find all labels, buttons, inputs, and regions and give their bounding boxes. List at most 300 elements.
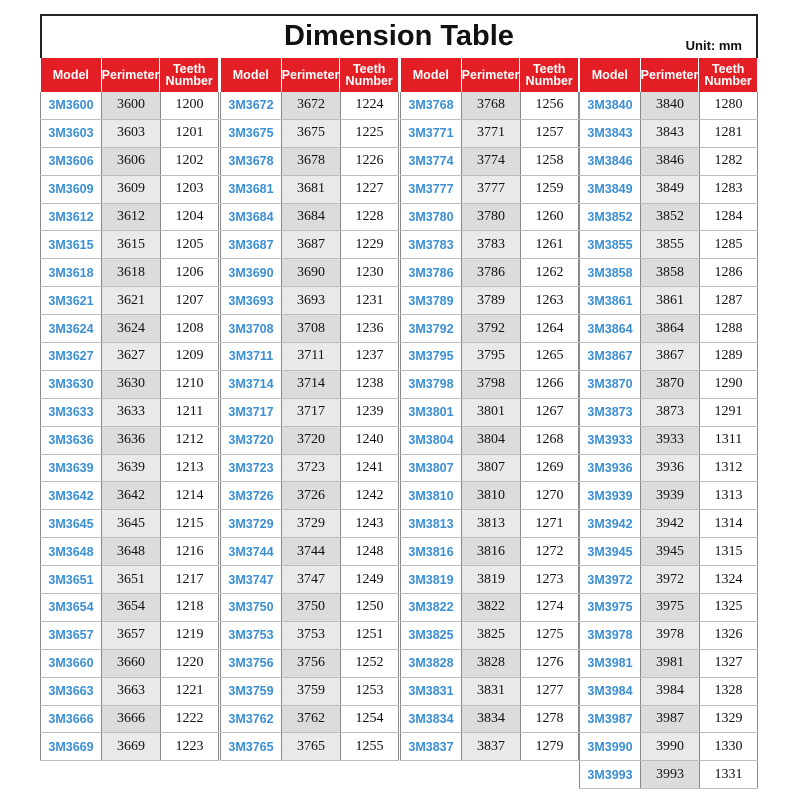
teeth-number-cell: 1216 <box>160 538 219 565</box>
table-row <box>40 706 219 734</box>
perimeter-cell: 3804 <box>461 427 520 454</box>
teeth-number-cell: 1262 <box>520 259 579 286</box>
teeth-number-cell: 1203 <box>160 176 219 203</box>
model-cell: 3M3717 <box>220 399 281 426</box>
teeth-number-cell: 1200 <box>160 92 219 119</box>
teeth-number-cell: 1210 <box>160 371 219 398</box>
perimeter-cell: 3942 <box>640 510 699 537</box>
model-cell: 3M3750 <box>220 594 281 621</box>
model-cell: 3M3870 <box>579 371 640 398</box>
model-cell: 3M3852 <box>579 204 640 231</box>
model-cell: 3M3756 <box>220 650 281 677</box>
model-cell: 3M3615 <box>40 231 101 258</box>
perimeter-cell: 3978 <box>640 622 699 649</box>
table-row <box>40 120 219 148</box>
table-row <box>220 678 399 706</box>
teeth-number-cell: 1213 <box>160 455 219 482</box>
teeth-number-cell: 1258 <box>520 148 579 175</box>
perimeter-cell: 3939 <box>640 482 699 509</box>
perimeter-cell: 3744 <box>281 538 340 565</box>
model-cell: 3M3684 <box>220 204 281 231</box>
model-cell: 3M3606 <box>40 148 101 175</box>
teeth-number-cell: 1242 <box>340 482 399 509</box>
perimeter-cell: 3687 <box>281 231 340 258</box>
header-perimeter: Perimeter <box>461 58 520 92</box>
perimeter-cell: 3747 <box>281 566 340 593</box>
teeth-number-cell: 1269 <box>520 455 579 482</box>
perimeter-cell: 3771 <box>461 120 520 147</box>
model-cell: 3M3786 <box>400 259 461 286</box>
table-row <box>220 399 399 427</box>
model-cell: 3M3837 <box>400 733 461 760</box>
model-cell: 3M3762 <box>220 706 281 733</box>
teeth-number-cell: 1217 <box>160 566 219 593</box>
table-row <box>579 455 758 483</box>
perimeter-cell: 3606 <box>101 148 160 175</box>
table-header <box>579 58 758 92</box>
table-row <box>40 371 219 399</box>
teeth-number-cell: 1255 <box>340 733 399 760</box>
teeth-number-cell: 1226 <box>340 148 399 175</box>
teeth-number-cell: 1201 <box>160 120 219 147</box>
teeth-number-cell: 1268 <box>520 427 579 454</box>
model-cell: 3M3675 <box>220 120 281 147</box>
model-cell: 3M3813 <box>400 510 461 537</box>
table-row <box>400 594 579 622</box>
perimeter-cell: 3822 <box>461 594 520 621</box>
teeth-number-cell: 1287 <box>699 287 758 314</box>
table-row <box>220 204 399 232</box>
perimeter-cell: 3624 <box>101 315 160 342</box>
model-cell: 3M3663 <box>40 678 101 705</box>
perimeter-cell: 3762 <box>281 706 340 733</box>
teeth-number-cell: 1252 <box>340 650 399 677</box>
perimeter-cell: 3636 <box>101 427 160 454</box>
teeth-number-cell: 1281 <box>699 120 758 147</box>
perimeter-cell: 3684 <box>281 204 340 231</box>
table-row <box>579 92 758 120</box>
teeth-number-cell: 1229 <box>340 231 399 258</box>
model-cell: 3M3633 <box>40 399 101 426</box>
model-cell: 3M3639 <box>40 455 101 482</box>
table-row <box>579 594 758 622</box>
model-cell: 3M3945 <box>579 538 640 565</box>
perimeter-cell: 3750 <box>281 594 340 621</box>
model-cell: 3M3651 <box>40 566 101 593</box>
table-row <box>40 510 219 538</box>
model-cell: 3M3600 <box>40 92 101 119</box>
model-cell: 3M3714 <box>220 371 281 398</box>
teeth-number-cell: 1275 <box>520 622 579 649</box>
table-row <box>40 594 219 622</box>
teeth-number-cell: 1330 <box>699 733 758 760</box>
perimeter-cell: 3681 <box>281 176 340 203</box>
perimeter-cell: 3792 <box>461 315 520 342</box>
perimeter-cell: 3693 <box>281 287 340 314</box>
table-row <box>579 706 758 734</box>
teeth-number-cell: 1220 <box>160 650 219 677</box>
perimeter-cell: 3873 <box>640 399 699 426</box>
model-cell: 3M3873 <box>579 399 640 426</box>
model-cell: 3M3678 <box>220 148 281 175</box>
model-cell: 3M3984 <box>579 678 640 705</box>
teeth-number-cell: 1260 <box>520 204 579 231</box>
perimeter-cell: 3936 <box>640 455 699 482</box>
teeth-number-cell: 1230 <box>340 259 399 286</box>
model-cell: 3M3708 <box>220 315 281 342</box>
teeth-number-cell: 1222 <box>160 706 219 733</box>
table-row <box>400 92 579 120</box>
table-row <box>220 455 399 483</box>
table-row <box>400 455 579 483</box>
teeth-number-cell: 1224 <box>340 92 399 119</box>
model-cell: 3M3759 <box>220 678 281 705</box>
perimeter-cell: 3765 <box>281 733 340 760</box>
table-row <box>40 259 219 287</box>
teeth-number-cell: 1263 <box>520 287 579 314</box>
perimeter-cell: 3837 <box>461 733 520 760</box>
model-cell: 3M3831 <box>400 678 461 705</box>
table-row <box>579 343 758 371</box>
perimeter-cell: 3657 <box>101 622 160 649</box>
perimeter-cell: 3975 <box>640 594 699 621</box>
teeth-number-cell: 1205 <box>160 231 219 258</box>
teeth-number-cell: 1261 <box>520 231 579 258</box>
teeth-number-cell: 1236 <box>340 315 399 342</box>
teeth-number-cell: 1276 <box>520 650 579 677</box>
model-cell: 3M3819 <box>400 566 461 593</box>
table-row <box>220 622 399 650</box>
perimeter-cell: 3600 <box>101 92 160 119</box>
model-cell: 3M3861 <box>579 287 640 314</box>
perimeter-cell: 3663 <box>101 678 160 705</box>
model-cell: 3M3975 <box>579 594 640 621</box>
unit-label: Unit: mm <box>685 38 742 53</box>
table-row <box>40 482 219 510</box>
teeth-number-cell: 1270 <box>520 482 579 509</box>
perimeter-cell: 3984 <box>640 678 699 705</box>
table-group-3 <box>400 58 579 761</box>
table-row <box>220 733 399 761</box>
teeth-number-cell: 1286 <box>699 259 758 286</box>
table-row <box>220 92 399 120</box>
title-bar <box>40 14 758 58</box>
header-perimeter: Perimeter <box>101 58 160 92</box>
teeth-number-cell: 1324 <box>699 566 758 593</box>
header-teeth-number: Teeth Number <box>519 58 578 92</box>
perimeter-cell: 3630 <box>101 371 160 398</box>
teeth-number-cell: 1202 <box>160 148 219 175</box>
teeth-number-cell: 1329 <box>699 706 758 733</box>
table-row <box>220 427 399 455</box>
model-cell: 3M3711 <box>220 343 281 370</box>
model-cell: 3M3849 <box>579 176 640 203</box>
perimeter-cell: 3675 <box>281 120 340 147</box>
perimeter-cell: 3654 <box>101 594 160 621</box>
header-teeth-number: Teeth Number <box>339 58 398 92</box>
model-cell: 3M3642 <box>40 482 101 509</box>
teeth-number-cell: 1280 <box>699 92 758 119</box>
table-row <box>220 510 399 538</box>
table-row <box>579 678 758 706</box>
model-cell: 3M3825 <box>400 622 461 649</box>
table-row <box>220 287 399 315</box>
table-row <box>40 92 219 120</box>
teeth-number-cell: 1282 <box>699 148 758 175</box>
model-cell: 3M3840 <box>579 92 640 119</box>
header-teeth-number: Teeth Number <box>698 58 757 92</box>
perimeter-cell: 3726 <box>281 482 340 509</box>
model-cell: 3M3747 <box>220 566 281 593</box>
teeth-number-cell: 1267 <box>520 399 579 426</box>
table-row <box>579 120 758 148</box>
model-cell: 3M3855 <box>579 231 640 258</box>
model-cell: 3M3987 <box>579 706 640 733</box>
perimeter-cell: 3825 <box>461 622 520 649</box>
teeth-number-cell: 1231 <box>340 287 399 314</box>
perimeter-cell: 3789 <box>461 287 520 314</box>
perimeter-cell: 3609 <box>101 176 160 203</box>
perimeter-cell: 3819 <box>461 566 520 593</box>
table-row <box>40 678 219 706</box>
perimeter-cell: 3774 <box>461 148 520 175</box>
model-cell: 3M3765 <box>220 733 281 760</box>
table-row <box>579 399 758 427</box>
perimeter-cell: 3627 <box>101 343 160 370</box>
model-cell: 3M3609 <box>40 176 101 203</box>
perimeter-cell: 3987 <box>640 706 699 733</box>
model-cell: 3M3792 <box>400 315 461 342</box>
model-cell: 3M3753 <box>220 622 281 649</box>
teeth-number-cell: 1273 <box>520 566 579 593</box>
perimeter-cell: 3816 <box>461 538 520 565</box>
perimeter-cell: 3945 <box>640 538 699 565</box>
perimeter-cell: 3783 <box>461 231 520 258</box>
table-row <box>40 538 219 566</box>
teeth-number-cell: 1264 <box>520 315 579 342</box>
teeth-number-cell: 1225 <box>340 120 399 147</box>
perimeter-cell: 3672 <box>281 92 340 119</box>
table-row <box>220 538 399 566</box>
teeth-number-cell: 1327 <box>699 650 758 677</box>
teeth-number-cell: 1212 <box>160 427 219 454</box>
model-cell: 3M3768 <box>400 92 461 119</box>
model-cell: 3M3693 <box>220 287 281 314</box>
perimeter-cell: 3708 <box>281 315 340 342</box>
teeth-number-cell: 1285 <box>699 231 758 258</box>
perimeter-cell: 3867 <box>640 343 699 370</box>
table-row <box>400 315 579 343</box>
table-row <box>40 733 219 761</box>
table-row <box>579 148 758 176</box>
table-row <box>400 482 579 510</box>
teeth-number-cell: 1219 <box>160 622 219 649</box>
table-row <box>40 343 219 371</box>
table-row <box>220 650 399 678</box>
table-header <box>40 58 219 92</box>
model-cell: 3M3681 <box>220 176 281 203</box>
teeth-number-cell: 1259 <box>520 176 579 203</box>
teeth-number-cell: 1238 <box>340 371 399 398</box>
perimeter-cell: 3645 <box>101 510 160 537</box>
model-cell: 3M3828 <box>400 650 461 677</box>
table-row <box>400 204 579 232</box>
perimeter-cell: 3861 <box>640 287 699 314</box>
perimeter-cell: 3753 <box>281 622 340 649</box>
table-row <box>400 706 579 734</box>
perimeter-cell: 3612 <box>101 204 160 231</box>
teeth-number-cell: 1279 <box>520 733 579 760</box>
table-row <box>220 259 399 287</box>
table-row <box>220 343 399 371</box>
perimeter-cell: 3660 <box>101 650 160 677</box>
table-row <box>220 706 399 734</box>
teeth-number-cell: 1249 <box>340 566 399 593</box>
teeth-number-cell: 1325 <box>699 594 758 621</box>
header-model: Model <box>40 58 101 92</box>
teeth-number-cell: 1207 <box>160 287 219 314</box>
teeth-number-cell: 1250 <box>340 594 399 621</box>
table-header <box>220 58 399 92</box>
teeth-number-cell: 1266 <box>520 371 579 398</box>
perimeter-cell: 3777 <box>461 176 520 203</box>
model-cell: 3M3645 <box>40 510 101 537</box>
perimeter-cell: 3711 <box>281 343 340 370</box>
perimeter-cell: 3972 <box>640 566 699 593</box>
perimeter-cell: 3666 <box>101 706 160 733</box>
table-row <box>40 148 219 176</box>
table-row <box>400 343 579 371</box>
teeth-number-cell: 1243 <box>340 510 399 537</box>
dimension-table <box>40 58 758 788</box>
table-row <box>400 259 579 287</box>
table-row <box>579 538 758 566</box>
perimeter-cell: 3993 <box>640 761 699 788</box>
teeth-number-cell: 1254 <box>340 706 399 733</box>
teeth-number-cell: 1237 <box>340 343 399 370</box>
teeth-number-cell: 1274 <box>520 594 579 621</box>
model-cell: 3M3621 <box>40 287 101 314</box>
teeth-number-cell: 1312 <box>699 455 758 482</box>
header-model: Model <box>400 58 461 92</box>
teeth-number-cell: 1206 <box>160 259 219 286</box>
teeth-number-cell: 1284 <box>699 204 758 231</box>
model-cell: 3M3672 <box>220 92 281 119</box>
perimeter-cell: 3768 <box>461 92 520 119</box>
model-cell: 3M3783 <box>400 231 461 258</box>
model-cell: 3M3780 <box>400 204 461 231</box>
model-cell: 3M3933 <box>579 427 640 454</box>
teeth-number-cell: 1314 <box>699 510 758 537</box>
teeth-number-cell: 1223 <box>160 733 219 760</box>
model-cell: 3M3843 <box>579 120 640 147</box>
model-cell: 3M3846 <box>579 148 640 175</box>
teeth-number-cell: 1257 <box>520 120 579 147</box>
perimeter-cell: 3855 <box>640 231 699 258</box>
teeth-number-cell: 1313 <box>699 482 758 509</box>
perimeter-cell: 3633 <box>101 399 160 426</box>
teeth-number-cell: 1328 <box>699 678 758 705</box>
perimeter-cell: 3690 <box>281 259 340 286</box>
table-row <box>40 287 219 315</box>
table-row <box>579 733 758 761</box>
perimeter-cell: 3849 <box>640 176 699 203</box>
perimeter-cell: 3807 <box>461 455 520 482</box>
teeth-number-cell: 1211 <box>160 399 219 426</box>
model-cell: 3M3657 <box>40 622 101 649</box>
teeth-number-cell: 1218 <box>160 594 219 621</box>
perimeter-cell: 3786 <box>461 259 520 286</box>
table-row <box>400 148 579 176</box>
teeth-number-cell: 1315 <box>699 538 758 565</box>
teeth-number-cell: 1291 <box>699 399 758 426</box>
model-cell: 3M3627 <box>40 343 101 370</box>
table-row <box>400 622 579 650</box>
perimeter-cell: 3714 <box>281 371 340 398</box>
table-row <box>579 231 758 259</box>
table-row <box>40 427 219 455</box>
table-row <box>40 399 219 427</box>
perimeter-cell: 3840 <box>640 92 699 119</box>
table-row <box>579 482 758 510</box>
table-row <box>40 176 219 204</box>
table-row <box>400 231 579 259</box>
model-cell: 3M3795 <box>400 343 461 370</box>
teeth-number-cell: 1214 <box>160 482 219 509</box>
model-cell: 3M3993 <box>579 761 640 788</box>
teeth-number-cell: 1272 <box>520 538 579 565</box>
table-row <box>579 315 758 343</box>
model-cell: 3M3690 <box>220 259 281 286</box>
table-row <box>220 315 399 343</box>
model-cell: 3M3729 <box>220 510 281 537</box>
model-cell: 3M3816 <box>400 538 461 565</box>
teeth-number-cell: 1253 <box>340 678 399 705</box>
table-row <box>40 204 219 232</box>
model-cell: 3M3774 <box>400 148 461 175</box>
perimeter-cell: 3756 <box>281 650 340 677</box>
perimeter-cell: 3651 <box>101 566 160 593</box>
model-cell: 3M3726 <box>220 482 281 509</box>
table-row <box>579 761 758 789</box>
table-row <box>579 510 758 538</box>
table-row <box>579 622 758 650</box>
model-cell: 3M3603 <box>40 120 101 147</box>
model-cell: 3M3666 <box>40 706 101 733</box>
perimeter-cell: 3669 <box>101 733 160 760</box>
perimeter-cell: 3858 <box>640 259 699 286</box>
teeth-number-cell: 1290 <box>699 371 758 398</box>
table-row <box>400 566 579 594</box>
table-row <box>579 259 758 287</box>
table-row <box>579 650 758 678</box>
table-row <box>400 287 579 315</box>
model-cell: 3M3867 <box>579 343 640 370</box>
table-row <box>579 566 758 594</box>
header-perimeter: Perimeter <box>640 58 699 92</box>
perimeter-cell: 3618 <box>101 259 160 286</box>
model-cell: 3M3936 <box>579 455 640 482</box>
table-row <box>220 371 399 399</box>
table-row <box>579 371 758 399</box>
model-cell: 3M3660 <box>40 650 101 677</box>
model-cell: 3M3789 <box>400 287 461 314</box>
perimeter-cell: 3843 <box>640 120 699 147</box>
perimeter-cell: 3834 <box>461 706 520 733</box>
teeth-number-cell: 1256 <box>520 92 579 119</box>
teeth-number-cell: 1209 <box>160 343 219 370</box>
table-group-1 <box>40 58 219 761</box>
